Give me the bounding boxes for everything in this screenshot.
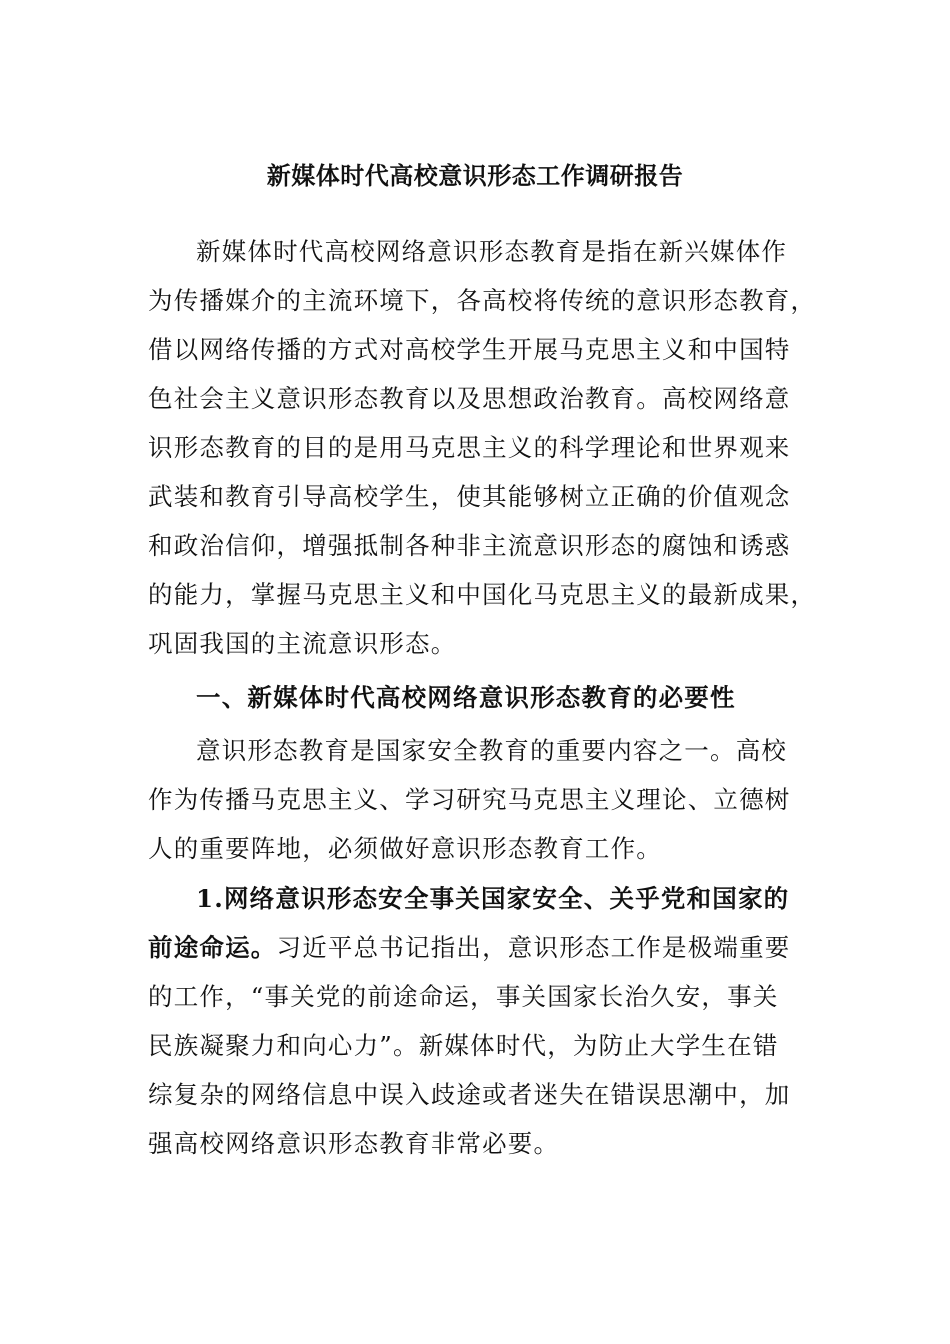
para1-line: 色社会主义意识形态教育以及思想政治教育。高校网络意 (148, 384, 791, 413)
para1-line: 武装和教育引导高校学生，使其能够树立正确的价值观念 (148, 482, 791, 511)
para1-line: 新媒体时代高校网络意识形态教育是指在新兴媒体作 (196, 237, 788, 266)
para1-line: 为传播媒介的主流环境下，各高校将传统的意识形态教育， (148, 286, 817, 315)
para1-line: 巩固我国的主流意识形态。 (148, 629, 457, 658)
section-heading: 一、新媒体时代高校网络意识形态教育的必要性 (196, 683, 736, 712)
para1-line: 和政治信仰，增强抵制各种非主流意识形态的腐蚀和诱惑 (148, 531, 791, 560)
para1-line: 的能力，掌握马克思主义和中国化马克思主义的最新成果， (148, 580, 817, 609)
document-title: 新媒体时代高校意识形态工作调研报告 (266, 161, 684, 190)
point1-heading: 1.网络意识形态安全事关国家安全、关乎党和国家的 (196, 884, 790, 913)
point1-line: 的工作，“事关党的前途命运，事关国家长治久安，事关 (148, 982, 779, 1011)
para1-line: 借以网络传播的方式对高校学生开展马克思主义和中国特 (148, 335, 791, 364)
point1-text: 习近平总书记指出，意识形态工作是极端重要 (276, 933, 791, 962)
para2-line: 作为传播马克思主义、学习研究马克思主义理论、立德树 (148, 785, 791, 814)
para2-line: 人的重要阵地，必须做好意识形态教育工作。 (148, 834, 662, 863)
point1-heading-tail: 前途命运。 (148, 933, 277, 962)
point1-line (148, 930, 808, 966)
point1-line: 综复杂的网络信息中误入歧途或者迷失在错误思潮中，加 (148, 1080, 791, 1109)
point1-line: 民族凝聚力和向心力”。新媒体时代，为防止大学生在错 (148, 1031, 779, 1060)
para2-line: 意识形态教育是国家安全教育的重要内容之一。高校 (196, 736, 788, 765)
point1-line: 强高校网络意识形态教育非常必要。 (148, 1129, 560, 1158)
para1-line: 识形态教育的目的是用马克思主义的科学理论和世界观来 (148, 433, 791, 462)
